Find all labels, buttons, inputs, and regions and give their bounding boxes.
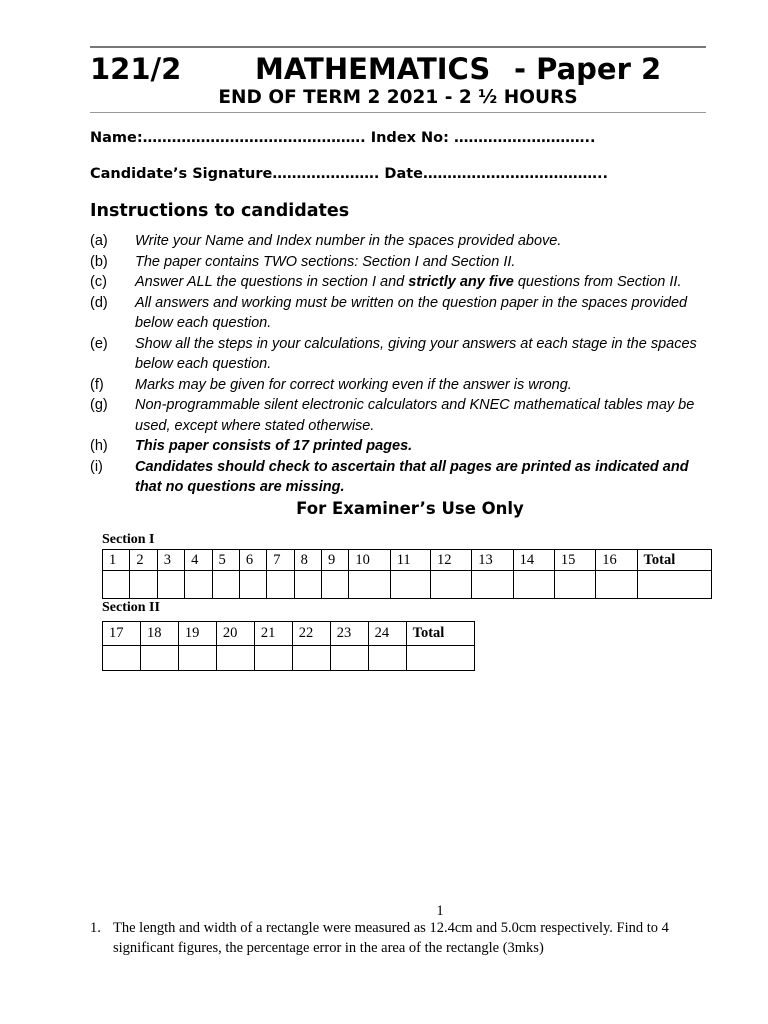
table-header-row bbox=[103, 622, 475, 646]
question-number-cell: 2 bbox=[130, 550, 157, 571]
total-score-cell[interactable] bbox=[637, 571, 711, 599]
score-cell[interactable] bbox=[267, 571, 294, 599]
instruction-label: (a) bbox=[90, 233, 108, 249]
top-rule bbox=[90, 46, 706, 48]
score-cell[interactable] bbox=[294, 571, 321, 599]
score-cell[interactable] bbox=[254, 646, 292, 671]
question-number-cell: 4 bbox=[185, 550, 212, 571]
score-cell[interactable] bbox=[130, 571, 157, 599]
question-number-cell: 20 bbox=[216, 622, 254, 646]
table-score-row bbox=[103, 571, 712, 599]
instruction-text: Non-programmable silent electronic calculators and KNEC mathematical tables may be used, except where stated otherwise. bbox=[135, 397, 695, 434]
score-cell[interactable] bbox=[103, 646, 141, 671]
score-cell[interactable] bbox=[140, 646, 178, 671]
score-cell[interactable] bbox=[513, 571, 554, 599]
question-number-cell: 18 bbox=[140, 622, 178, 646]
question-number-cell: 1 bbox=[103, 550, 130, 571]
question-number-cell: 15 bbox=[554, 550, 595, 571]
question-number-cell: 10 bbox=[349, 550, 390, 571]
instruction-item bbox=[90, 293, 710, 334]
question-number-cell: 23 bbox=[330, 622, 368, 646]
total-header-cell: Total bbox=[406, 622, 474, 646]
instruction-label: (b) bbox=[90, 253, 108, 270]
score-cell[interactable] bbox=[322, 571, 349, 599]
question-number-cell: 14 bbox=[513, 550, 554, 571]
instruction-text-part: questions from Section II. bbox=[513, 274, 682, 290]
instruction-label: (f) bbox=[90, 376, 104, 393]
instruction-item bbox=[90, 231, 710, 252]
exam-subtitle: END OF TERM 2 2021 - 2 ½ HOURS bbox=[218, 87, 578, 108]
score-cell[interactable] bbox=[596, 571, 637, 599]
question-number-cell: 16 bbox=[596, 550, 637, 571]
instruction-text: Marks may be given for correct working even if the answer is wrong. bbox=[135, 376, 572, 393]
instruction-item bbox=[90, 272, 710, 293]
score-cell[interactable] bbox=[212, 571, 239, 599]
question-number-cell: 13 bbox=[472, 550, 513, 571]
instruction-item bbox=[90, 252, 710, 273]
instruction-text: This paper consists of 17 printed pages. bbox=[135, 438, 413, 454]
instruction-emphasis: strictly any five bbox=[408, 274, 514, 290]
score-cell[interactable] bbox=[185, 571, 212, 599]
question-number-cell: 17 bbox=[103, 622, 141, 646]
table-score-row bbox=[103, 646, 475, 671]
section-1-marks-table bbox=[102, 549, 712, 599]
question-number-cell: 8 bbox=[294, 550, 321, 571]
instruction-text: Candidates should check to ascertain that all pages are printed as indicated and that no questions are missing. bbox=[135, 458, 689, 495]
question-number-cell: 11 bbox=[390, 550, 430, 571]
score-cell[interactable] bbox=[554, 571, 595, 599]
instruction-text: All answers and working must be written on the question paper in the spaces provided below each question. bbox=[135, 294, 688, 331]
total-header-cell: Total bbox=[637, 550, 711, 571]
instruction-label: (i) bbox=[90, 458, 103, 475]
score-cell[interactable] bbox=[349, 571, 390, 599]
page-number: 1 bbox=[436, 903, 444, 919]
question-1 bbox=[90, 919, 710, 958]
question-number-cell: 12 bbox=[430, 550, 471, 571]
question-number-cell: 6 bbox=[239, 550, 266, 571]
header-rule bbox=[90, 112, 706, 113]
examiner-heading: For Examiner’s Use Only bbox=[296, 499, 524, 518]
question-number-cell: 19 bbox=[178, 622, 216, 646]
question-number-cell: 21 bbox=[254, 622, 292, 646]
instruction-label: (d) bbox=[90, 294, 108, 311]
section-1-label: Section I bbox=[102, 532, 155, 547]
instruction-item bbox=[90, 436, 710, 457]
score-cell[interactable] bbox=[330, 646, 368, 671]
question-number: 1. bbox=[90, 920, 101, 936]
instruction-label: (g) bbox=[90, 397, 108, 413]
instructions-heading: Instructions to candidates bbox=[90, 201, 350, 221]
question-number-cell: 5 bbox=[212, 550, 239, 571]
name-index-field[interactable]: Name:………………………………………. Index No: ……………………….. bbox=[90, 130, 596, 146]
instruction-text-part: Answer ALL the questions in section I and bbox=[135, 274, 409, 290]
instruction-item bbox=[90, 395, 710, 436]
score-cell[interactable] bbox=[472, 571, 513, 599]
signature-date-field[interactable]: Candidate’s Signature…………………. Date……………………………….. bbox=[90, 166, 609, 182]
instruction-text: Write your Name and Index number in the spaces provided above. bbox=[135, 233, 562, 249]
section-2-label: Section II bbox=[102, 600, 160, 615]
question-number-cell: 22 bbox=[292, 622, 330, 646]
question-number-cell: 7 bbox=[267, 550, 294, 571]
subject-title: MATHEMATICS bbox=[255, 52, 491, 86]
instruction-label: (e) bbox=[90, 335, 108, 352]
score-cell[interactable] bbox=[292, 646, 330, 671]
section-2-marks-table bbox=[102, 621, 475, 671]
score-cell[interactable] bbox=[430, 571, 471, 599]
title-row bbox=[90, 50, 706, 88]
total-score-cell[interactable] bbox=[406, 646, 474, 671]
score-cell[interactable] bbox=[103, 571, 130, 599]
instruction-text bbox=[135, 274, 681, 290]
instruction-item bbox=[90, 457, 710, 498]
paper-code: 121/2 bbox=[90, 52, 182, 86]
instruction-item bbox=[90, 334, 710, 375]
question-number-cell: 9 bbox=[322, 550, 349, 571]
paper-label: - Paper 2 bbox=[514, 52, 662, 86]
question-text: The length and width of a rectangle were measured as 12.4cm and 5.0cm respectively. Find to 4 significant figures, the percentage error in the area of the rectangle (3mks) bbox=[113, 920, 669, 956]
score-cell[interactable] bbox=[178, 646, 216, 671]
instruction-text: Show all the steps in your calculations, giving your answers at each stage in the spaces below each question. bbox=[135, 335, 697, 372]
question-number-cell: 24 bbox=[368, 622, 406, 646]
score-cell[interactable] bbox=[157, 571, 184, 599]
score-cell[interactable] bbox=[216, 646, 254, 671]
question-number-cell: 3 bbox=[157, 550, 184, 571]
score-cell[interactable] bbox=[239, 571, 266, 599]
score-cell[interactable] bbox=[390, 571, 430, 599]
instructions-list bbox=[90, 231, 710, 498]
instruction-item bbox=[90, 375, 710, 396]
instruction-text: The paper contains TWO sections: Section I and Section II. bbox=[135, 253, 516, 270]
table-header-row bbox=[103, 550, 712, 571]
instruction-label: (c) bbox=[90, 274, 107, 290]
score-cell[interactable] bbox=[368, 646, 406, 671]
instruction-label: (h) bbox=[90, 438, 108, 454]
